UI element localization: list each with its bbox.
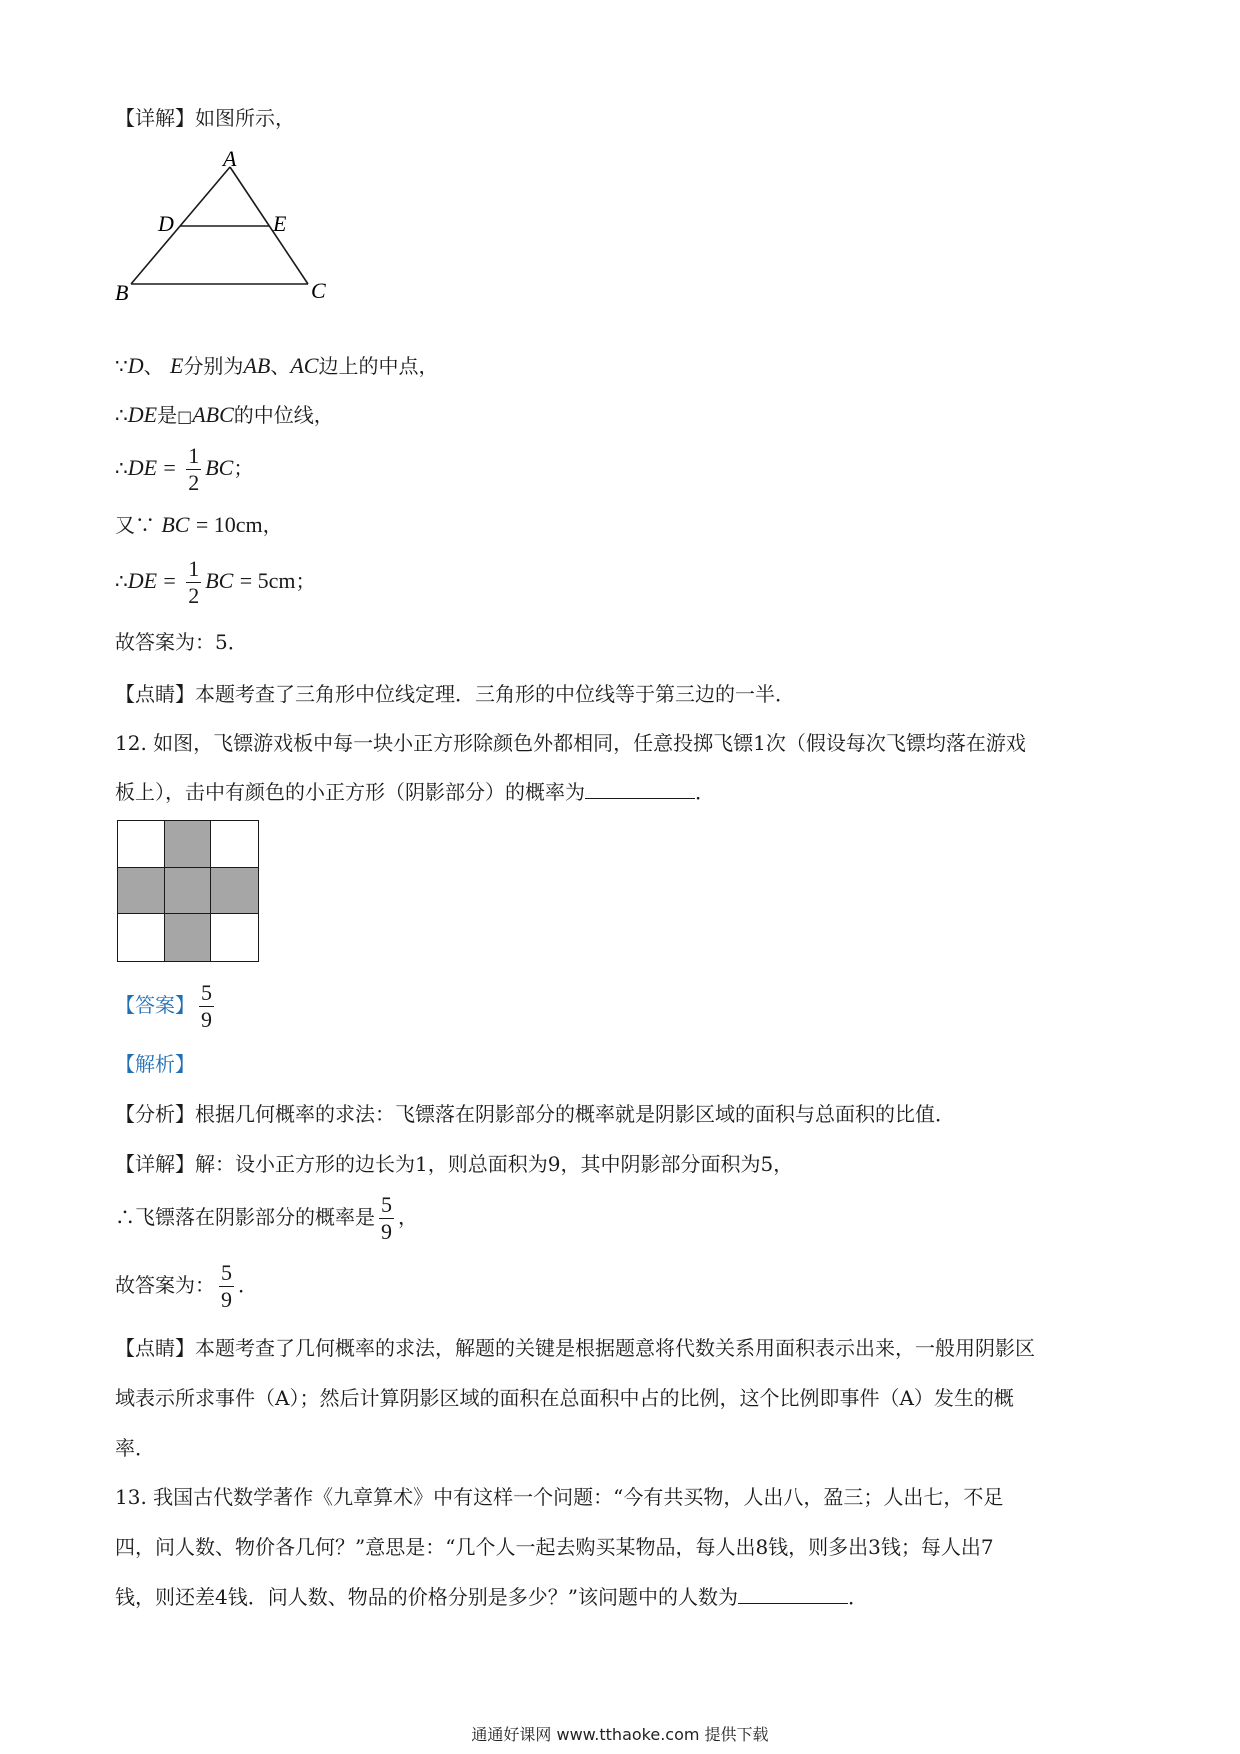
- question-13-line-3: 钱，则还差4钱．问人数、物品的价格分别是多少？”该问题中的人数为 ．: [115, 1585, 868, 1609]
- label-b: B: [115, 280, 129, 305]
- answer-blank: [738, 1583, 848, 1604]
- white-square: [211, 821, 258, 868]
- answer-12: 【答案】 $\frac{5}{9}$: [115, 980, 212, 1032]
- probability-fraction: $\frac{5}{9}$: [381, 1192, 392, 1244]
- proof-line-1: ∵D、 E分别为AB、AC边上的中点，: [115, 353, 439, 378]
- detail-heading-11: [115, 104, 295, 132]
- white-square: [118, 821, 165, 868]
- question-12-line-2: 板上），击中有颜色的小正方形（阴影部分）的概率为 ．: [115, 780, 715, 804]
- comment-11: 【点睛】本题考查了三角形中位线定理．三角形的中位线等于第三边的一半．: [115, 682, 795, 706]
- shaded-square: [211, 868, 258, 915]
- conclusion-12: ∴飞镖落在阴影部分的概率是 $\frac{5}{9}$ ，: [115, 1192, 418, 1244]
- answer-fraction-final: $\frac{5}{9}$: [221, 1260, 232, 1312]
- detail-bracket: 【详解】: [115, 106, 195, 130]
- white-square: [211, 914, 258, 961]
- answer-fraction: $\frac{5}{9}$: [201, 980, 212, 1032]
- white-square: [118, 914, 165, 961]
- dartboard-grid: [117, 820, 259, 962]
- comment-12-line-1: 【点睛】本题考查了几何概率的求法，解题的关键是根据题意将代数关系用面积表示出来，一般用阴影区: [115, 1336, 1035, 1360]
- comment-12-line-3: 率．: [115, 1436, 155, 1460]
- label-d: D: [158, 211, 174, 236]
- shaded-square: [165, 868, 212, 915]
- shaded-square: [165, 914, 212, 961]
- answer-line-11: 故答案为：5．: [115, 630, 248, 654]
- question-13-line-1: 13. 我国古代数学著作《九章算术》中有这样一个问题：“今有共买物，人出八，盈三；人出七，不足: [115, 1485, 1004, 1509]
- detail-text: 如图所示，: [195, 106, 295, 130]
- label-e: E: [273, 211, 287, 236]
- triangle-figure: [105, 150, 345, 320]
- question-12-line-1: 12. 如图，飞镖游戏板中每一块小正方形除颜色外都相同，任意投掷飞镖1次（假设每次飞镖均落在游戏: [115, 731, 1026, 755]
- page-footer: 通通好课网 www.tthaoke.com 提供下载: [471, 1725, 769, 1744]
- comment-12-line-2: 域表示所求事件（A）；然后计算阴影区域的面积在总面积中占的比例，这个比例即事件（A）发生的概: [115, 1386, 1014, 1410]
- fraction-one-half: $\frac{1}{2}$: [188, 443, 200, 495]
- answer-line-12: 故答案为： $\frac{5}{9}$ ．: [115, 1260, 258, 1312]
- proof-line-2: ∴DE是□ABC的中位线，: [115, 402, 334, 427]
- fenxi-12: 【分析】根据几何概率的求法：飞镖落在阴影部分的概率就是阴影区域的面积与总面积的比值．: [115, 1102, 955, 1126]
- fraction-one-half: $\frac{1}{2}$: [188, 556, 200, 608]
- shaded-square: [165, 821, 212, 868]
- proof-line-4: 又∵ BC = 10cm，: [115, 512, 283, 537]
- proof-line-3: ∴DE = $\frac{1}{2}$ BC；: [115, 443, 254, 495]
- shaded-square: [118, 868, 165, 915]
- analysis-heading: 【解析】: [115, 1052, 195, 1076]
- label-c: C: [311, 278, 326, 303]
- detail-12: 【详解】解：设小正方形的边长为1，则总面积为9，其中阴影部分面积为5，: [115, 1152, 794, 1176]
- proof-line-5: ∴DE = $\frac{1}{2}$ BC = 5cm；: [115, 556, 316, 608]
- question-13-line-2: 四，问人数、物价各几何？”意思是：“几个人一起去购买某物品，每人出8钱，则多出3钱；每人出7: [115, 1535, 994, 1559]
- answer-blank: [585, 778, 695, 799]
- label-a: A: [223, 150, 237, 171]
